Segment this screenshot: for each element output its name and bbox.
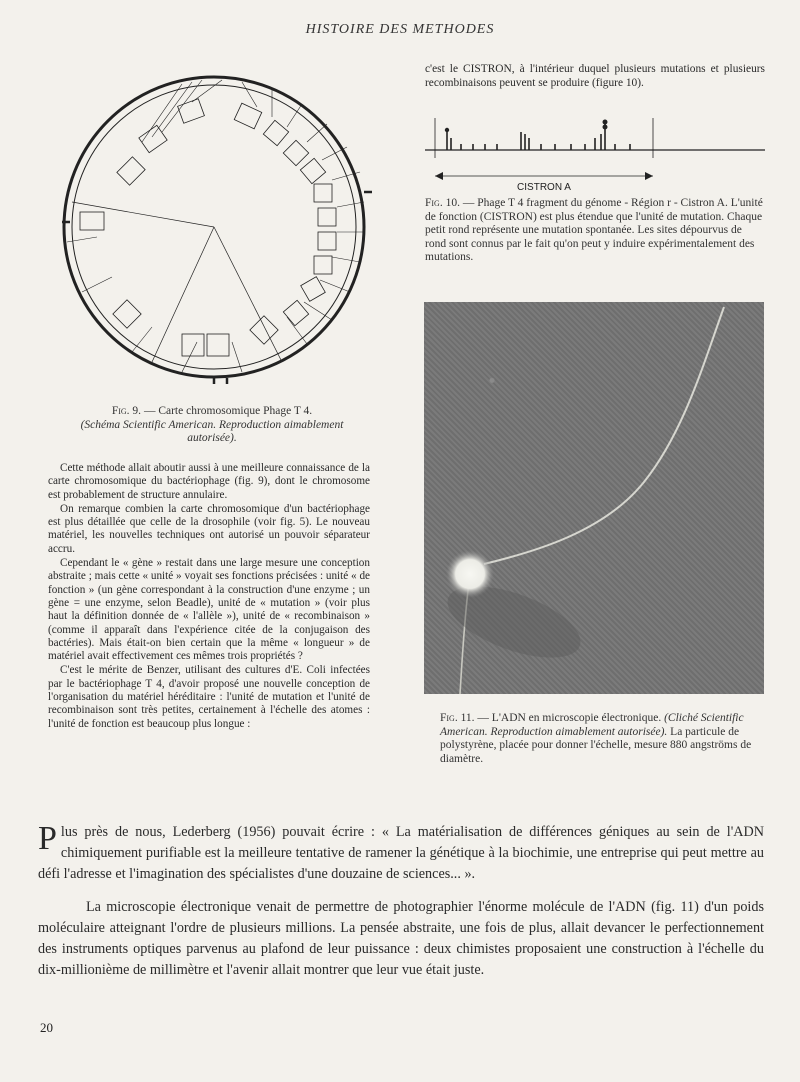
left-paragraph: On remarque combien la carte chromosomique d'un bactériophage est plus détaillée que celle de la drosophile (voir fig. 5). Le nouveau matériel, les nouvelles techniques ont autorisé un pouvoir séparateur accru. — [48, 502, 370, 555]
left-paragraph: Cependant le « gène » restait dans une large mesure une conception abstraite ; mais cette « unité » voyait ses fonctions précisées : unité « de fonction » (un gène correspondant à la construction d'une enzyme ; un gène = une enzyme, selon Beadle), unité de « mutation » (voir plus haut la définition donnée de « l'allèle »), unité de « recombinaison » (comme il apparaît dans l'expérience citée de la conjugaison des bactéries). Mais était-on bien certain que la même « longueur » de matériel avait effectivement ces mêmes trois propriétés ? — [48, 557, 370, 663]
fig11-caption — [440, 712, 760, 766]
left-column — [48, 462, 370, 732]
right-intro-text: c'est le CISTRON, à l'intérieur duquel plusieurs mutations et plusieurs recombinaisons peuvent se produire (figure 10). — [425, 63, 765, 89]
fig11-credit: (Cliché Scientific American. Reproduction aimablement autorisée). — [440, 712, 744, 738]
running-head: HISTOIRE DES METHODES — [305, 22, 495, 37]
fig11-text: — L'ADN en microscopie électronique. — [474, 712, 662, 724]
fig11-dna-micrograph — [424, 302, 764, 694]
fig10-text: — Phage T 4 fragment du génome - Région r - Cistron A. L'unité de fonction (CISTRON) est plus étendue que l'unité de mutation. Chaque petit rond représente une mutation spontanée. Les sites dépourvus de rond sont connus par le fait qu'on peut y induire expérimentalement des mutations. — [425, 197, 763, 263]
fig9-chromosome-map — [42, 62, 387, 392]
page-number: 20 — [40, 1020, 53, 1035]
fig10-label: Fig. 10. — [425, 197, 460, 209]
fig10-cistron-diagram — [425, 110, 770, 192]
fig10-caption — [425, 197, 765, 265]
fig11-label: Fig. 11. — [440, 712, 475, 724]
fig10-cistron-label: CISTRON A — [517, 182, 571, 192]
fig11-text2: La particule de polystyrène, placée pour donner l'échelle, mesure 880 angströms de diamètre. — [440, 725, 752, 765]
left-paragraph: Cette méthode allait aboutir aussi à une meilleure connaissance de la carte chromosomique du bactériophage (fig. 9), dont le chromosome est probablement de structure annulaire. — [48, 462, 370, 501]
bottom-p1-text: lus près de nous, Lederberg (1956) pouvait écrire : « La matérialisation de différences géniques au sein de l'ADN chimiquement purifiable est la meilleure tentative de ramener la génétique à la biochimie, une entreprise qui peut mettre au défi l'adresse et l'imagination des spécialistes d'une douzaine de sciences... ». — [38, 824, 764, 882]
bottom-paragraph-2: La microscopie électronique venait de permettre de photographier l'énorme molécule de l'ADN (fig. 11) d'un poids moléculaire atteignant l'ordre de plusieurs millions. La pensée abstraite, une fois de plus, allait devancer le perfectionnement des instruments optiques parvenus au plafond de leur puissance : deux chimistes proposaient une construction à l'échelle du dix-millionième de millimètre et l'avenir allait montrer que leur vue était juste. — [38, 899, 764, 978]
dropcap: P — [38, 820, 57, 857]
bottom-paragraph-1 — [38, 822, 764, 885]
left-paragraph: C'est le mérite de Benzer, utilisant des cultures d'E. Coli infectées par le bactériophage T 4, d'avoir proposé une nouvelle conception de l'organisation du matériel héréditaire : l'unité de mutation et l'unité de recombinaison sont très petites, certainement à l'échelle des atomes : l'unité de fonction est beaucoup plus longue : — [48, 664, 370, 730]
fig9-caption — [62, 405, 362, 446]
bottom-text — [38, 822, 764, 993]
fig9-label: Fig. 9. — [111, 405, 142, 417]
fig9-credit: (Schéma Scientific American. Reproduction aimablement autorisée). — [80, 418, 344, 444]
fig9-text: — Carte chromosomique Phage T 4. — [141, 405, 313, 417]
